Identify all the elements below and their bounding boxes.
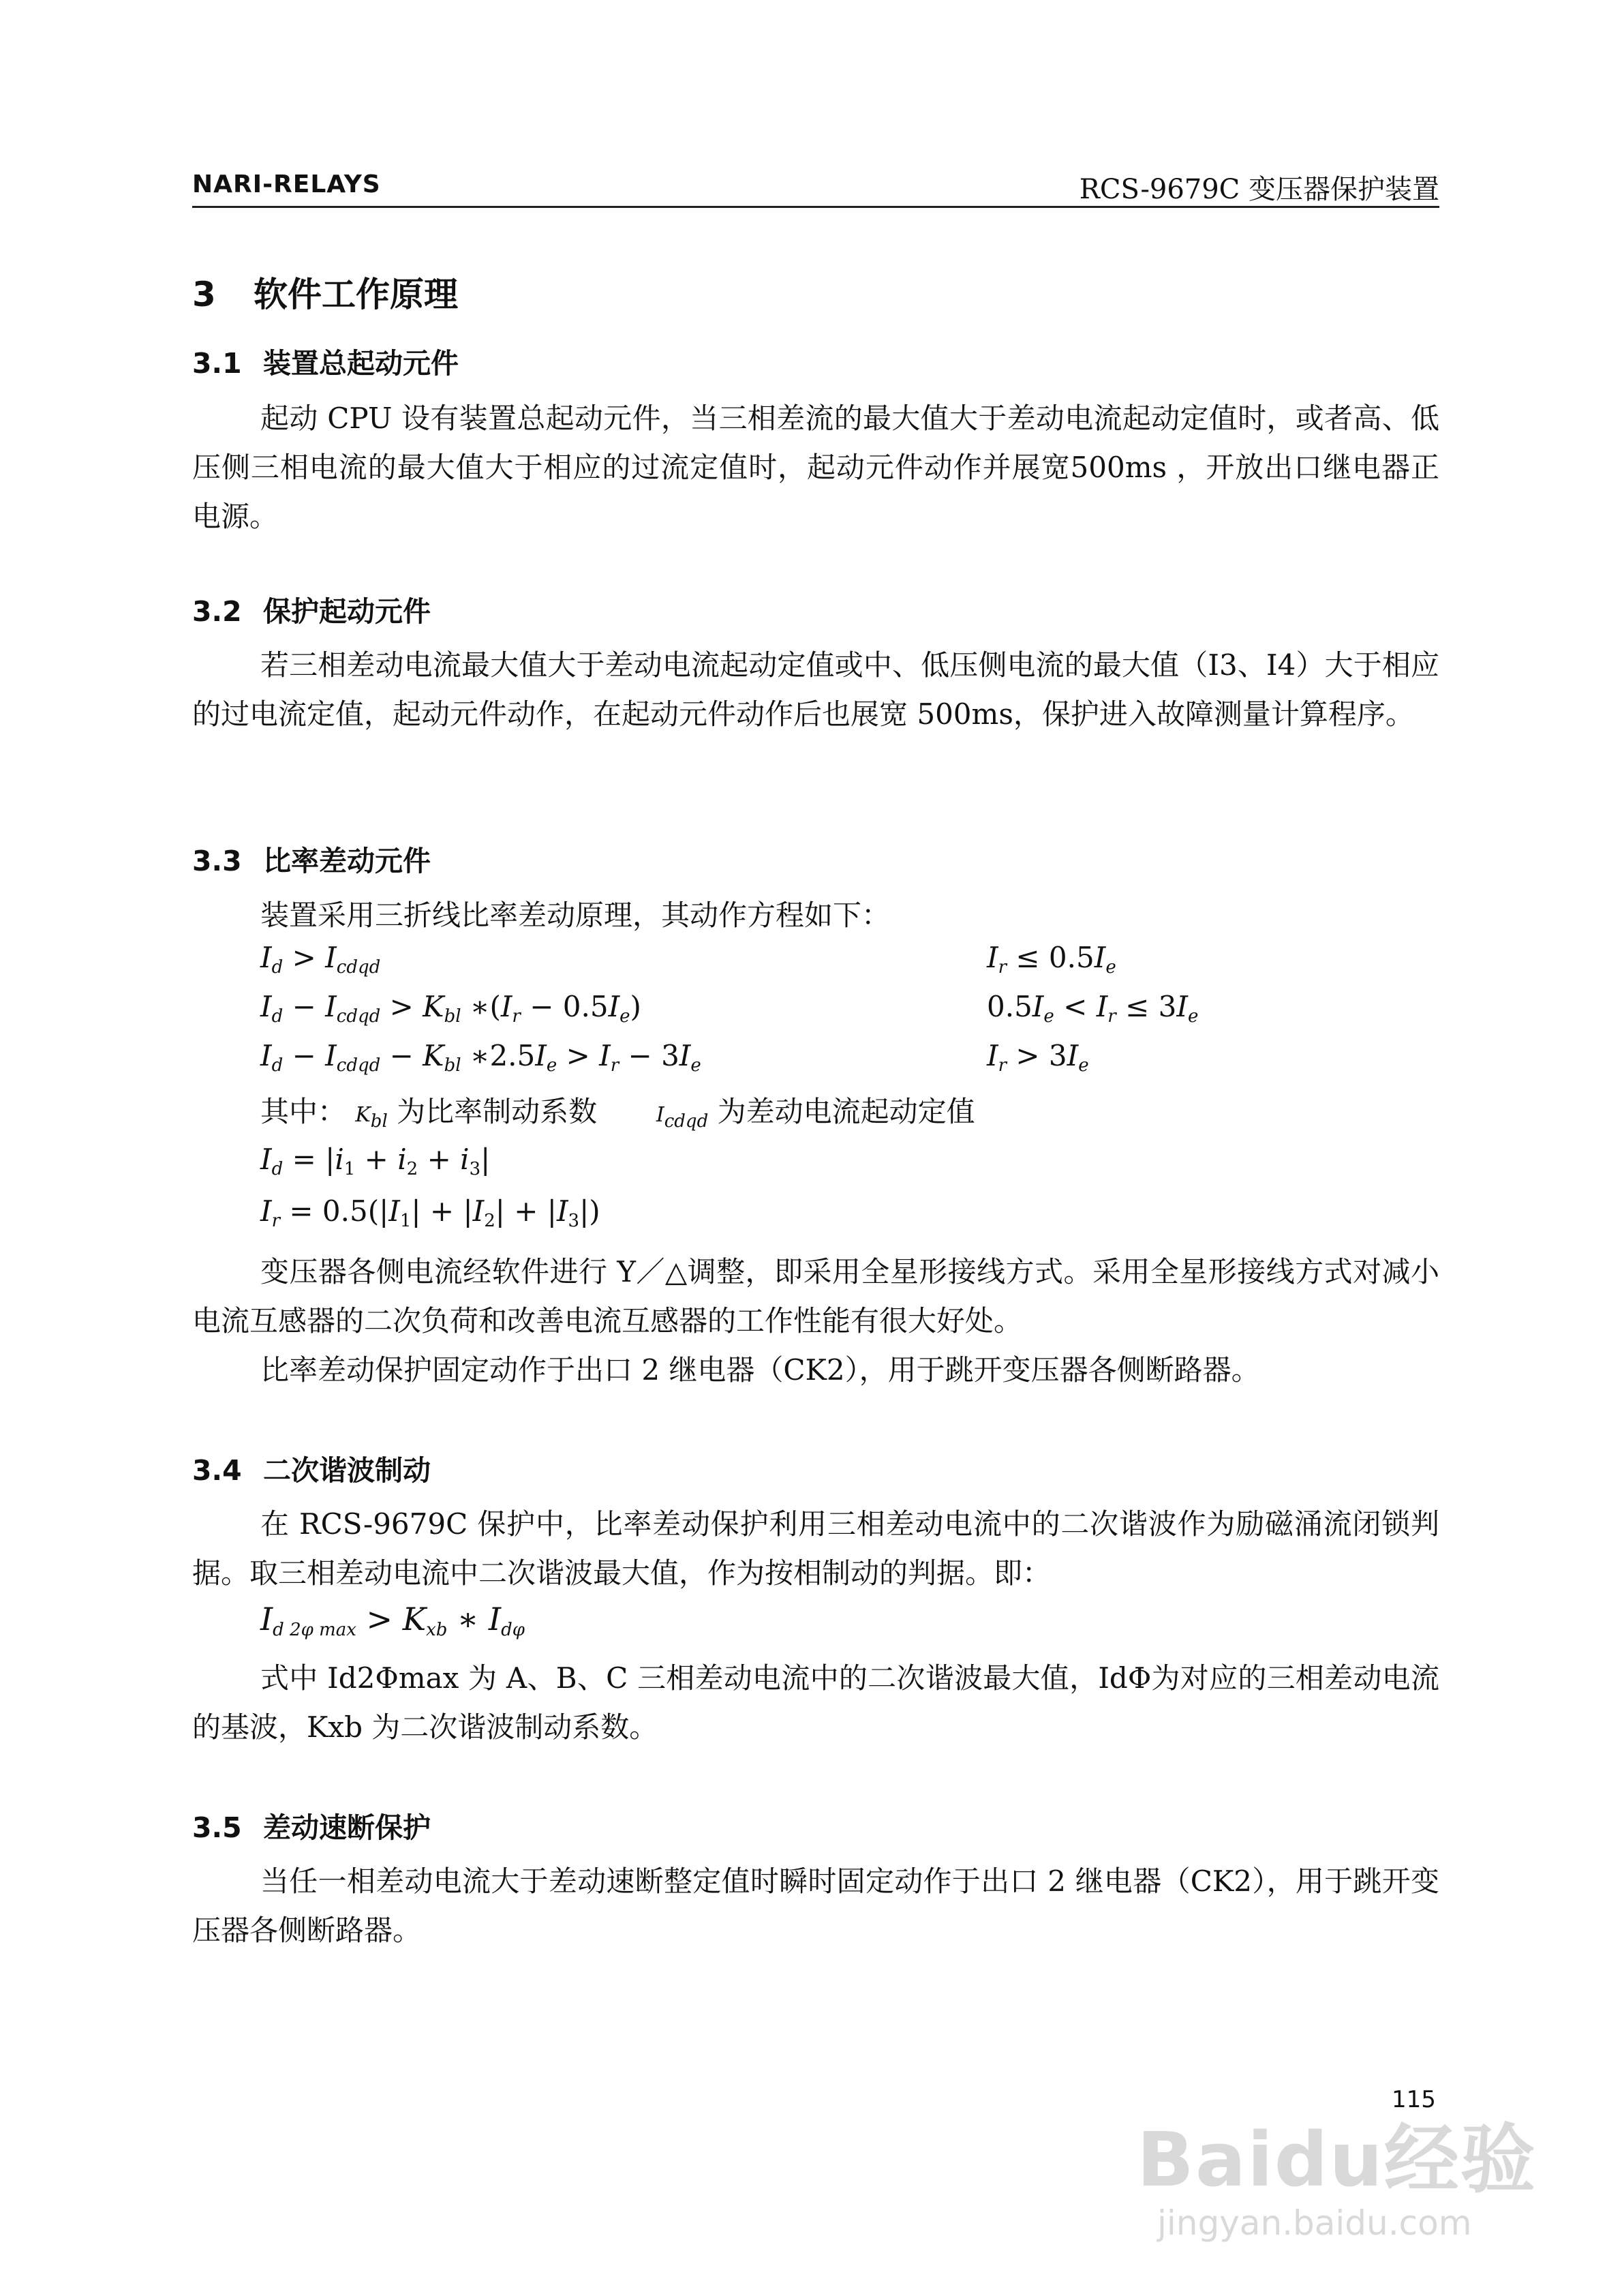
equation-ir: $I_r = 0.5(|I_1| + |I_2| + |I_3|)$ [260, 1194, 600, 1231]
watermark-url: jingyan.baidu.com [1157, 2203, 1472, 2243]
section-title: 二次谐波制动 [263, 1454, 431, 1487]
section-3-5-body [192, 1857, 1439, 1955]
section-number: 3.3 [192, 845, 242, 877]
section-title: 保护起动元件 [263, 595, 431, 628]
section-heading-3-4 [192, 1448, 431, 1488]
equation-id: $I_d = |i_1 + i_2 + i_3|$ [260, 1143, 491, 1179]
section-3-3-intro: 装置采用三折线比率差动原理，其动作方程如下： [260, 898, 891, 932]
where-prefix: 其中： [260, 1095, 347, 1128]
equation-1-left: $I_d > I_{cdqd}$ [260, 941, 381, 978]
equation-1-condition: $I_r \le 0.5I_e$ [987, 941, 1116, 978]
section-3-1-body [192, 394, 1439, 541]
chapter-number: 3 [192, 275, 216, 314]
paragraph: 当任一相差动电流大于差动速断整定值时瞬时固定动作于出口 2 继电器（CK2），用于跳开变压器各侧断路器。 [192, 1864, 1439, 1947]
header-divider [192, 206, 1439, 208]
section-title: 比率差动元件 [263, 845, 431, 877]
icdqd-symbol: $I_{cdqd}$ [656, 1103, 709, 1132]
section-heading-3-3 [192, 839, 431, 879]
section-number: 3.1 [192, 347, 242, 380]
equation-2-condition: $0.5I_e < I_r \le 3I_e$ [987, 990, 1199, 1027]
paragraph: 比率差动保护固定动作于出口 2 继电器（CK2），用于跳开变压器各侧断路器。 [260, 1353, 1260, 1387]
section-number: 3.5 [192, 1811, 242, 1844]
section-title: 装置总起动元件 [263, 347, 459, 380]
paragraph: 在 RCS-9679C 保护中，比率差动保护利用三相差动电流中的二次谐波作为励磁涌流闭锁判据。取三相差动电流中二次谐波最大值，作为按相制动的判据。即： [192, 1507, 1439, 1590]
section-number: 3.4 [192, 1454, 242, 1487]
watermark-logo: Baidu经验 [1137, 2116, 1537, 2203]
section-3-3-where [260, 1089, 975, 1132]
paragraph: 起动 CPU 设有装置总起动元件，当三相差流的最大值大于差动电流起动定值时，或者高、低压侧三相电流的最大值大于相应的过流定值时，起动元件动作并展宽500ms ，开放出口继电器正电源。 [192, 402, 1439, 533]
kbl-description: 为比率制动系数 [397, 1095, 598, 1128]
chapter-title: 软件工作原理 [254, 275, 458, 314]
equation-3-left: $I_d - I_{cdqd} - K_{bl}$ $∗2.5I_e > I_r - 3I_e$ [260, 1039, 701, 1076]
section-3-4-body-2 [192, 1654, 1439, 1752]
section-heading-3-1 [192, 341, 459, 381]
page-number: 115 [1392, 2086, 1436, 2113]
equation-2-left: $I_d - I_{cdqd} > K_{bl}$ $∗(I_r - 0.5I_e)$ [260, 990, 641, 1027]
kbl-symbol: $K_{bl}$ [355, 1103, 388, 1132]
header-brand: NARI-RELAYS [192, 170, 381, 198]
section-number: 3.2 [192, 595, 242, 628]
section-3-3-body [192, 1248, 1439, 1395]
section-title: 差动速断保护 [263, 1811, 431, 1844]
section-heading-3-5 [192, 1805, 431, 1845]
equation-harmonic: $I_{d 2\varphi max} > K_{xb}$ ∗ $I_{d\varphi}$ [260, 1601, 525, 1640]
paragraph: 式中 Id2Φmax 为 A、B、C 三相差动电流中的二次谐波最大值，IdΦ为对应的三相差动电流的基波，Kxb 为二次谐波制动系数。 [192, 1661, 1439, 1744]
section-3-2-body [192, 641, 1439, 739]
paragraph: 变压器各侧电流经软件进行 Y／△调整，即采用全星形接线方式。采用全星形接线方式对减小电流互感器的二次负荷和改善电流互感器的工作性能有很大好处。 [192, 1255, 1439, 1338]
header-doc-title: RCS-9679C 变压器保护装置 [1079, 174, 1439, 205]
equation-3-condition: $I_r > 3I_e$ [987, 1039, 1089, 1076]
chapter-heading [192, 267, 458, 316]
icdqd-description: 为差动电流起动定值 [717, 1095, 975, 1128]
watermark [1137, 2100, 1537, 2243]
paragraph: 若三相差动电流最大值大于差动电流起动定值或中、低压侧电流的最大值（I3、I4）大于相应的过电流定值，起动元件动作，在起动元件动作后也展宽 500ms，保护进入故障测量计算程序。 [192, 648, 1439, 731]
section-3-4-body [192, 1500, 1439, 1598]
section-heading-3-2 [192, 589, 431, 629]
